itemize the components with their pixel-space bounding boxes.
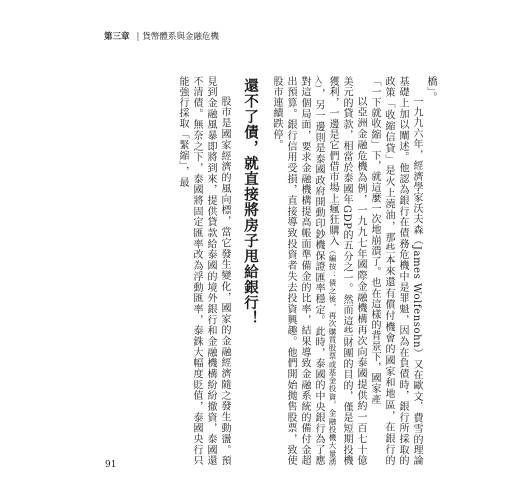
section-heading: 還不了債，就直接將房子甩給銀行！ [242, 78, 258, 326]
paragraph-3-continued: ，另一邊則是泰國政府開動印鈔機保證匯率穩定。此時，泰國的中央銀行為了應對這個局面，要求金融機構提高帳面準備金的比率，結果導致金融系統的備付金超出預算。銀行信用受損，直接導致投資者失去投資興趣。他們開始拋售股票，致使股市連續跌停。 [271, 76, 324, 467]
chapter-title: 貨幣體系與金融危機 [142, 32, 219, 42]
paragraph-1: 橋」。 [425, 76, 436, 103]
chapter-label: 第三章 [104, 32, 130, 42]
paragraph-4: 股市是國家經濟的風向標，當它發生變化，國家的金融經濟隨之發生動盪。預見到金融風暴即將到來，提供貸款給泰國的境外銀行和金融機構紛紛撤資，泰國還不清債。無奈之下，泰國將固定匯率改為浮動匯率，泰銖大幅度貶值，泰國央行只能強行採取「緊縮」，最 [177, 76, 230, 466]
paragraph-3-text: 以亞洲金融危機為例，一九九七年國際金融機構再次向泰國提供約一百七十億美元的貸款，相當於泰國年GDP的五分之一。然而這些財團的目的，僅是短期投機獲利，一邊是它們借市場上瘋狂購入 [327, 76, 366, 466]
page-number: 91 [105, 460, 117, 470]
paragraph-3 [269, 76, 367, 466]
running-header [104, 30, 219, 42]
paragraph-3-note: （編按：債之後，再次購買股票或基金投資，金融投機大量湧入） [314, 76, 337, 466]
header-separator: | [136, 32, 140, 42]
vertical-body-text [175, 76, 437, 466]
paragraph-2: 一九九六年，經濟學家沃夫森（James Wolfensohn）又在歐文．費雪的理論基礎上加以闡述。他認為銀行在債務危機中是罪魁，因為在負債時，銀行所採取的政策「收縮信貸」是火上澆油，那些本來還有償付機會的國家和地區，在銀行的「一下就收縮」下，就這麼一次地崩潰了。也在這樣的背景下，國家產 [369, 76, 422, 466]
